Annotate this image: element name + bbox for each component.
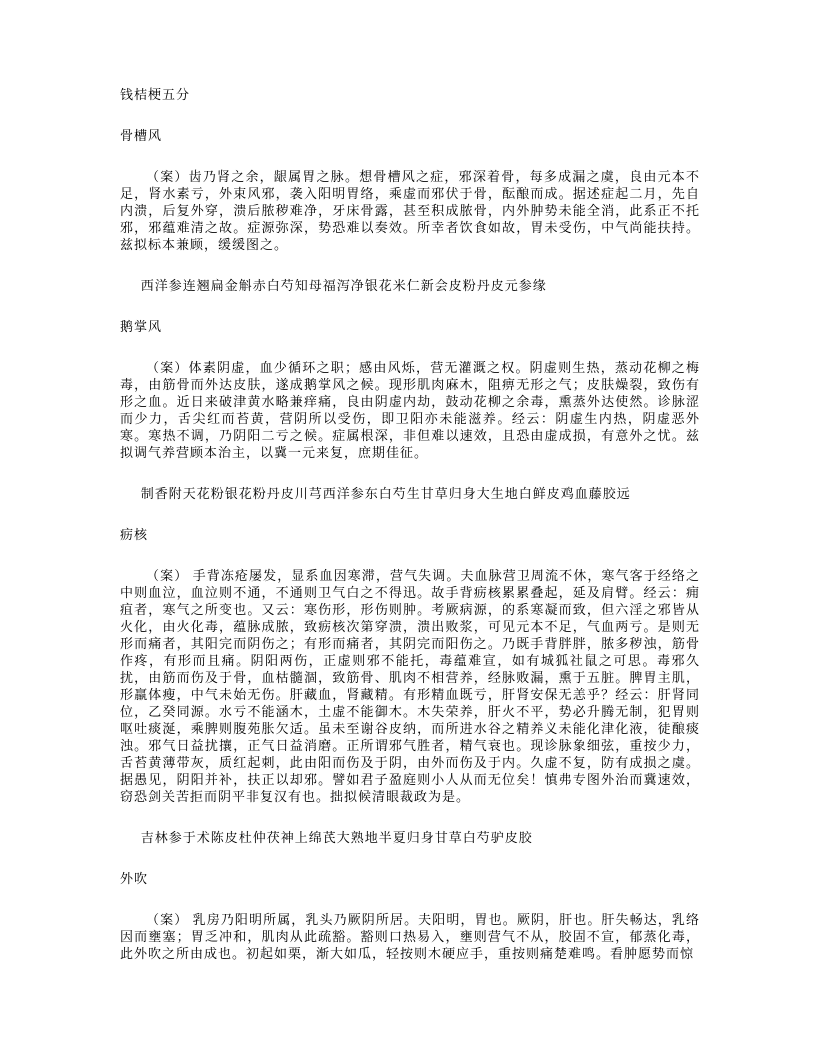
section-heading: 鹅掌风 — [120, 319, 163, 334]
case-paragraph: （案）体素阴虚，血少循环之职；感由风烁，营无灌溉之权。阴虚则生热，蒸动花柳之梅毒，由筋骨而外达皮肤，遂成鹅掌风之候。现形肌肉麻木，阻痹无形之气；皮肤燥裂，致伤有形之血。近日来破津黄水略兼痒痛，良由阴虚内劫，鼓动花柳之余毒，熏蒸外达使然。诊脉涩而少力，舌尖红而苔黄，营阴所以受伤，即卫阳亦未能滋养。经云：阴虚生内热，阴虚恶外寒。寒热不调，乃阴阳二亏之候。症属根深，非但难以速效，且恐由虚成损，有意外之忧。兹拟调气养营顾本治主，以冀一元来复，庶期佳征。 — [120, 360, 700, 460]
case-paragraph: （案） 手背冻疮屡发，显系血因寒滞，营气失调。夫血脉营卫周流不休，寒气客于经络之中则血泣，血泣则不通，不通则卫气白之不得迅。故手背疬核累累叠起，延及肩臂。经云：痈疽者，寒气之所变也。又云：寒伤形，形伤则肿。考厥病源，的系寒凝而致，但六淫之邪皆从火化，由火化毒，蕴脉成脓，致疬核次第穿溃，溃出败浆，可见元本不足，气血两亏。是则无形而痛者，其阳完而阴伤之；有形而痛者，其阴完而阳伤之。乃既手背胖胖，脓多秽浊，筋骨作疼，有形而且痛。阴阳两伤，正虚则邪不能托，毒蕴难宣，如有城狐社鼠之可思。毒邪久扰，由筋而伤及于骨，血枯髓涸，致筋骨、肌肉不相营养，经脉败漏，熏于五脏。脾胃主肌，形羸体瘦，中气未始无伤。肝藏血，肾藏精。有形精血既亏，肝肾安保无恙乎？经云：肝肾同位，乙癸同源。水亏不能涵木，土虚不能御木。木失荣养，肝火不平，势必升腾无制，犯胃则呕吐痰涎，乘脾则腹苑胀欠适。虽未至谢谷皮纳，而所进水谷之精养义未能化津化液，徒酿痰浊。邪气日益扰攘，正气日益消磨。正所谓邪气胜者，精气衰也。现诊脉象细弦，重按少力，舌苔黄薄带灰，质红起刺，此由阳而伤及于阴，由外而伤及于内。久虚不复，防有成损之虞。据愚见，阴阳并补，扶正以却邪。譬如君子盈庭则小人从而无位矣！慎弗专图外治而冀速效，窃恐剑关苦拒而阴平非复汉有也。拙拟候清眼裁政为是。 — [120, 568, 700, 804]
section-heading: 外吹 — [120, 871, 149, 886]
prescription-line: 吉林参于术陈皮杜仲茯神上绵芪大熟地半夏归身甘草白芍驴皮胶 — [140, 830, 533, 845]
case-paragraph: （案）齿乃肾之余，龈属胃之脉。想骨槽风之症，邪深着骨，每多成漏之虞，良由元本不足，肾水素亏，外束风邪，袭入阳明胃络，乘虚而邪伏于骨，酝酿而成。据述症起二月，先自内溃，后复外穿，溃后脓秽难净，牙床骨露，甚至积成脓骨，内外肿势未能全消，此系正不托邪，邪蕴难清之故。症源弥深，势恐难以奏效。所幸者饮食如故，胃未受伤，中气尚能扶持。兹拟标本兼顾，缓缓图之。 — [120, 169, 700, 252]
section-heading: 骨槽风 — [120, 128, 163, 143]
prescription-line: 制香附天花粉银花粉丹皮川芎西洋参东白芍生甘草归身大生地白鲜皮鸡血藤胶远 — [140, 486, 631, 501]
prescription-line: 西洋参连翘扁金斛赤白芍知母福泻净银花米仁新会皮粉丹皮元参缘 — [140, 278, 547, 293]
section-heading: 疬核 — [120, 527, 149, 542]
case-paragraph: （案） 乳房乃阳明所属，乳头乃厥阴所居。夫阳明，胃也。厥阴，肝也。肝失畅达，乳络因而壅塞；胃乏冲和，肌肉从此疏豁。豁则口热易入，壅则营气不从，胶固不宣，郁蒸化毒，此外吹之所由成也。初起如栗，渐大如瓜，轻按则木硬应手，重按则痛楚难鸣。看肿愿势而惊 — [120, 912, 700, 961]
prescription-tail-line: 钱桔梗五分 — [120, 87, 191, 102]
